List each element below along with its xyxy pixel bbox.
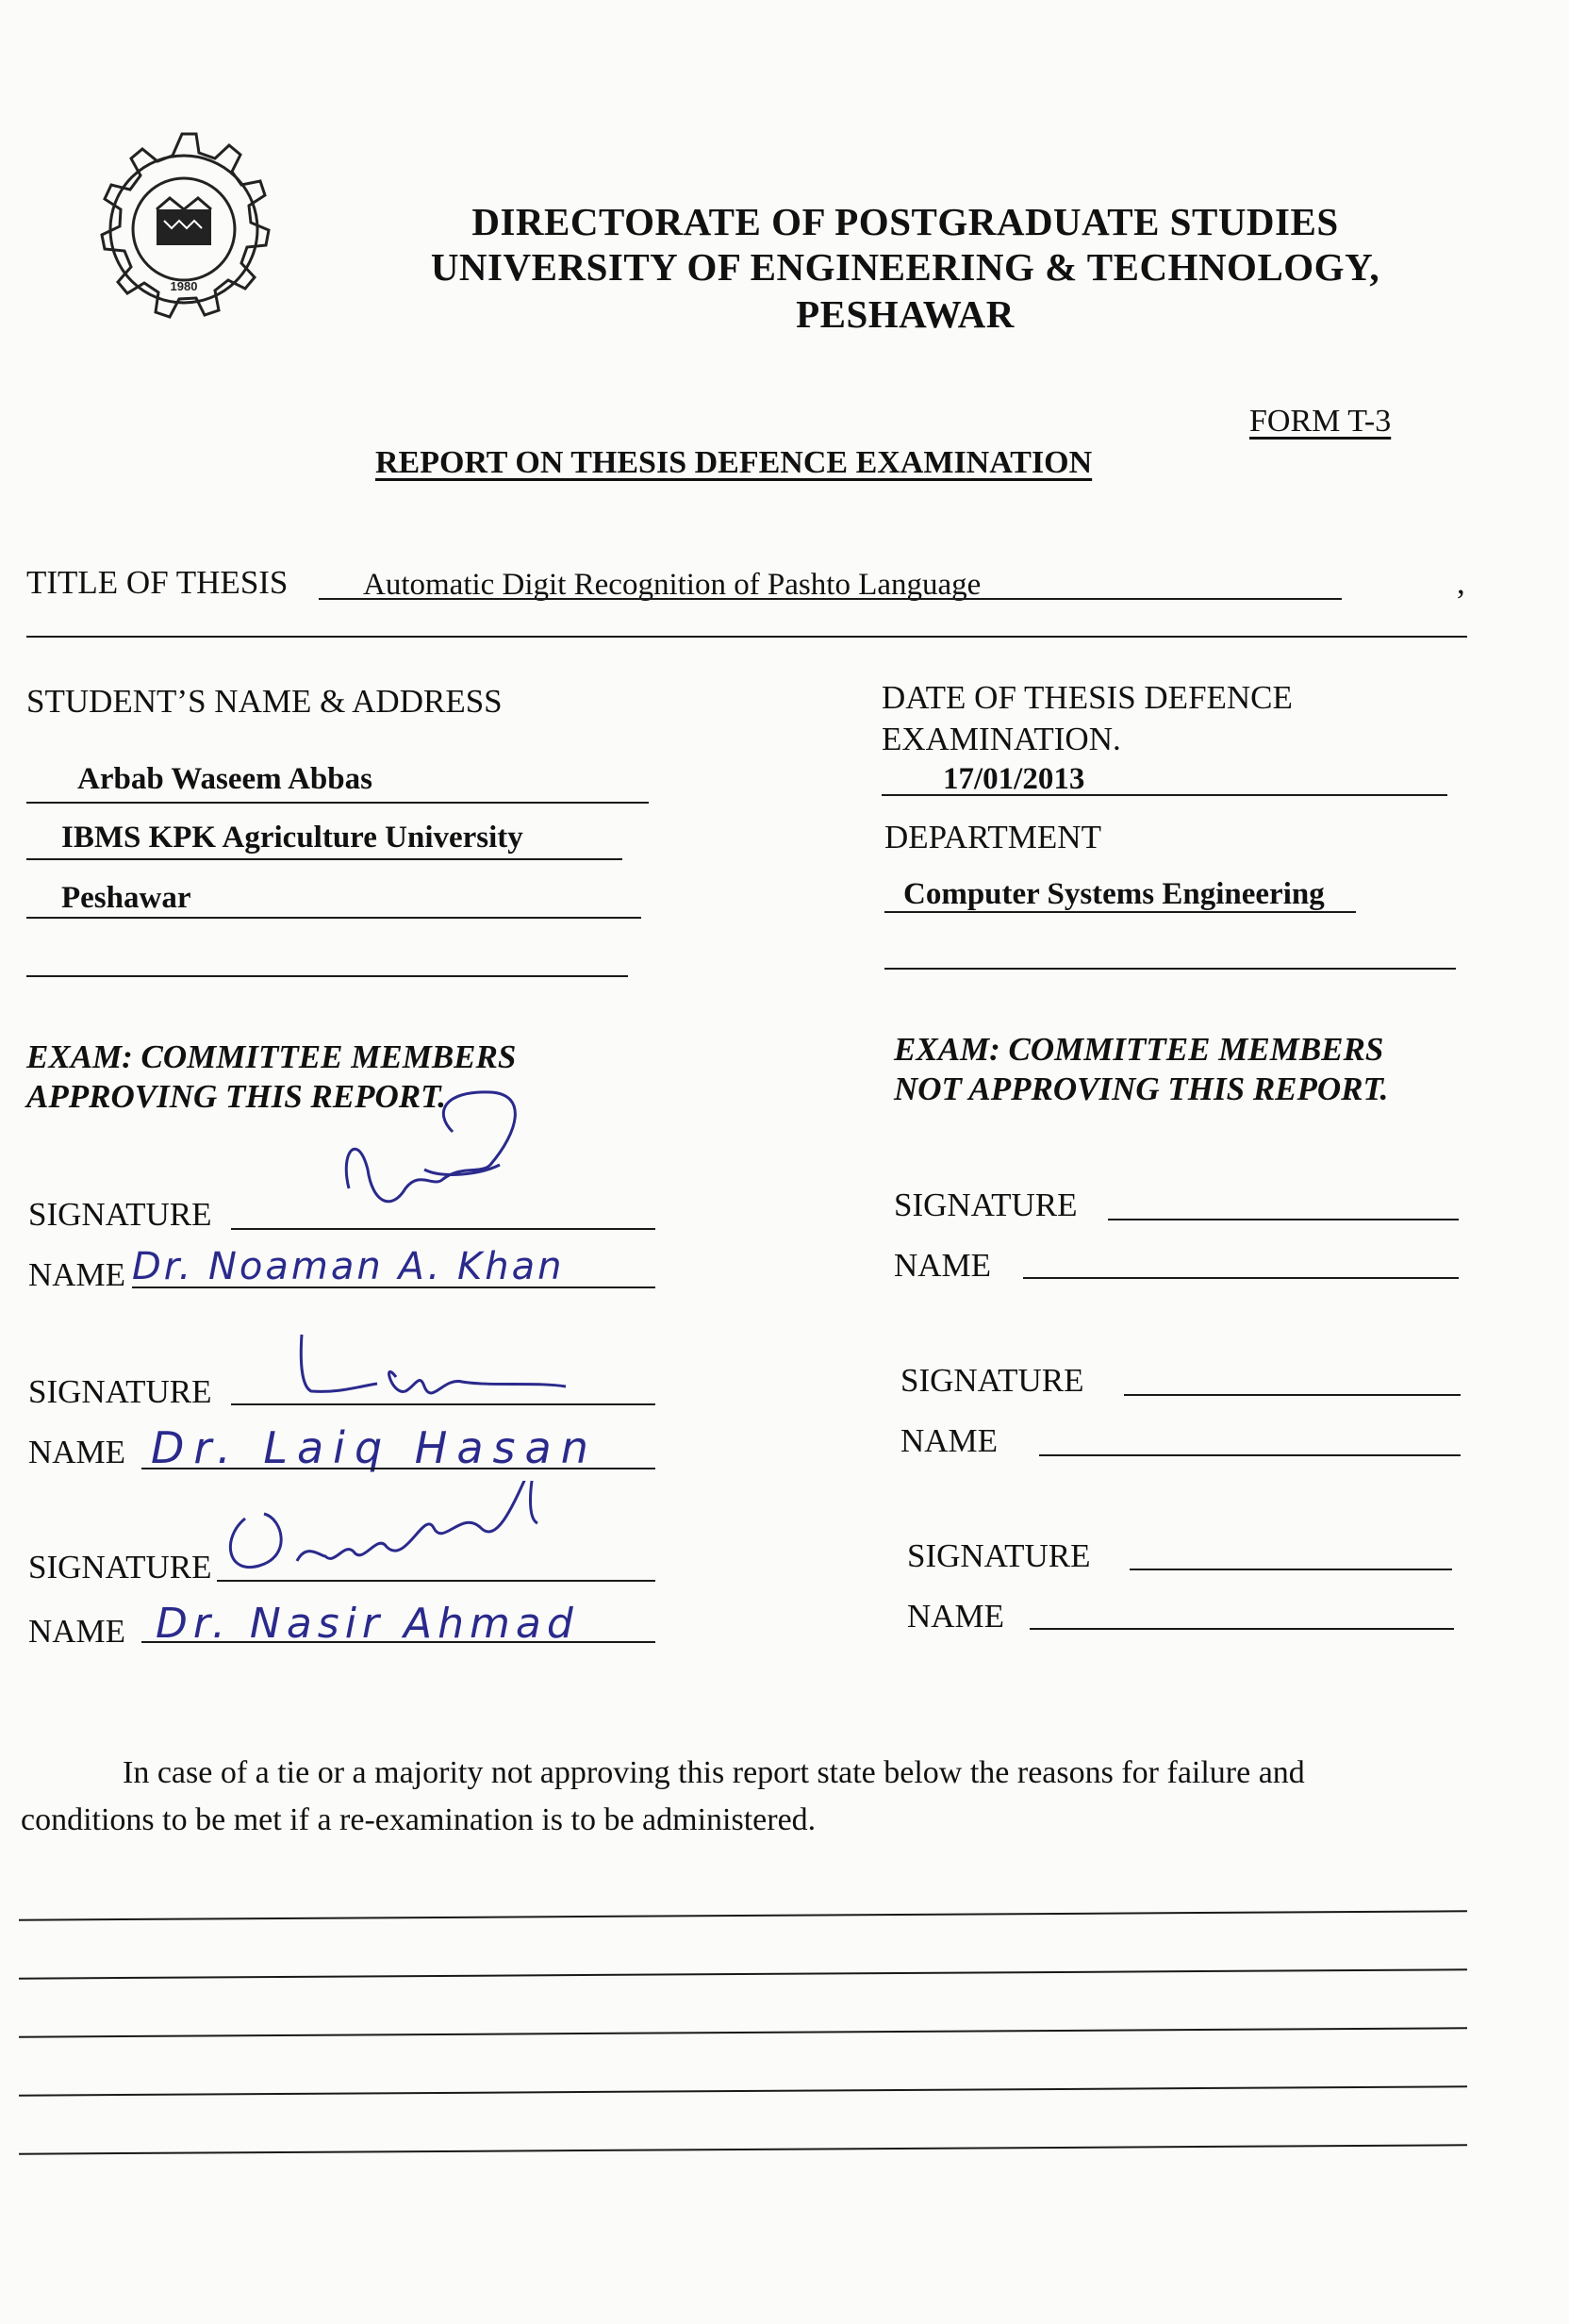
approving-signature-label-1: SIGNATURE: [28, 1196, 212, 1233]
not-approving-name-line-3: [1030, 1628, 1454, 1630]
signature-3: [217, 1481, 622, 1594]
reason-line-3: [19, 2027, 1467, 2037]
not-approving-name-label-2: NAME: [900, 1422, 999, 1459]
student-address-1-line: [26, 858, 622, 860]
approving-heading-1: EXAM: COMMITTEE MEMBERS: [26, 1038, 517, 1075]
not-approving-name-label-1: NAME: [894, 1247, 992, 1284]
thesis-title-comma: ,: [1457, 564, 1465, 601]
student-address-3-line: [26, 975, 628, 977]
approving-name-line-3: [141, 1641, 655, 1643]
approving-name-label-3: NAME: [28, 1613, 126, 1650]
thesis-title-line-2: [26, 636, 1467, 638]
signature-1: [302, 1075, 556, 1236]
report-title: REPORT ON THESIS DEFENCE EXAMINATION: [375, 445, 1093, 480]
student-address-2-line: [26, 917, 641, 919]
approving-name-line-1: [132, 1286, 655, 1288]
approving-member-3-name: Dr. Nasir Ahmad: [156, 1600, 579, 1648]
seal-year: 1980: [170, 279, 198, 293]
not-approving-heading-1: EXAM: COMMITTEE MEMBERS: [894, 1031, 1384, 1068]
approving-heading-2: APPROVING THIS REPORT.: [26, 1078, 447, 1115]
not-approving-signature-label-1: SIGNATURE: [894, 1187, 1078, 1223]
not-approving-signature-label-2: SIGNATURE: [900, 1362, 1084, 1399]
department-value: Computer Systems Engineering: [903, 877, 1325, 911]
thesis-title-value: Automatic Digit Recognition of Pashto Language: [363, 568, 982, 602]
header-line-2: UNIVERSITY OF ENGINEERING & TECHNOLOGY,: [430, 245, 1380, 289]
thesis-title-label: TITLE OF THESIS: [26, 564, 289, 601]
instructions-line-1: In case of a tie or a majority not approving this report state below the reasons for failure and: [123, 1755, 1305, 1790]
department-label: DEPARTMENT: [884, 819, 1101, 855]
signature-2: [283, 1325, 594, 1419]
approving-signature-label-3: SIGNATURE: [28, 1549, 212, 1585]
department-line-2: [884, 968, 1456, 970]
reason-line-5: [19, 2144, 1467, 2154]
reason-line-2: [19, 1968, 1467, 1979]
not-approving-signature-line-1: [1108, 1219, 1459, 1220]
university-seal-logo: [77, 123, 294, 340]
approving-name-label-1: NAME: [28, 1256, 126, 1293]
reason-line-4: [19, 2085, 1467, 2096]
approving-name-line-2: [141, 1468, 655, 1469]
approving-name-label-2: NAME: [28, 1434, 126, 1470]
thesis-title-line: [319, 598, 1342, 600]
not-approving-signature-label-3: SIGNATURE: [907, 1537, 1091, 1574]
not-approving-heading-2: NOT APPROVING THIS REPORT.: [894, 1071, 1389, 1107]
student-name: Arbab Waseem Abbas: [77, 762, 372, 796]
student-address-2: Peshawar: [61, 881, 191, 915]
not-approving-signature-line-2: [1124, 1394, 1461, 1396]
approving-member-2-name: Dr. Laiq Hasan: [151, 1422, 598, 1473]
reason-line-1: [19, 1910, 1467, 1920]
approving-signature-label-2: SIGNATURE: [28, 1373, 212, 1410]
defence-date-label-2: EXAMINATION.: [882, 721, 1121, 757]
not-approving-signature-line-3: [1130, 1569, 1452, 1570]
defence-date-line: [882, 794, 1447, 796]
student-name-line: [26, 802, 649, 804]
not-approving-name-line-2: [1039, 1454, 1461, 1456]
student-address-1: IBMS KPK Agriculture University: [61, 821, 523, 855]
department-line: [884, 911, 1356, 913]
header-line-1: DIRECTORATE OF POSTGRADUATE STUDIES: [471, 200, 1339, 243]
student-label: STUDENT’S NAME & ADDRESS: [26, 683, 503, 720]
approving-member-1-name: Dr. Noaman A. Khan: [132, 1245, 565, 1288]
not-approving-name-label-3: NAME: [907, 1598, 1005, 1635]
instructions-line-2: conditions to be met if a re-examination is to be administered.: [21, 1802, 817, 1837]
header-line-3: PESHAWAR: [796, 292, 1015, 336]
defence-date-label-1: DATE OF THESIS DEFENCE: [882, 679, 1293, 716]
not-approving-name-line-1: [1023, 1277, 1459, 1279]
defence-date-value: 17/01/2013: [943, 762, 1085, 796]
form-code: FORM T-3: [1249, 404, 1392, 439]
